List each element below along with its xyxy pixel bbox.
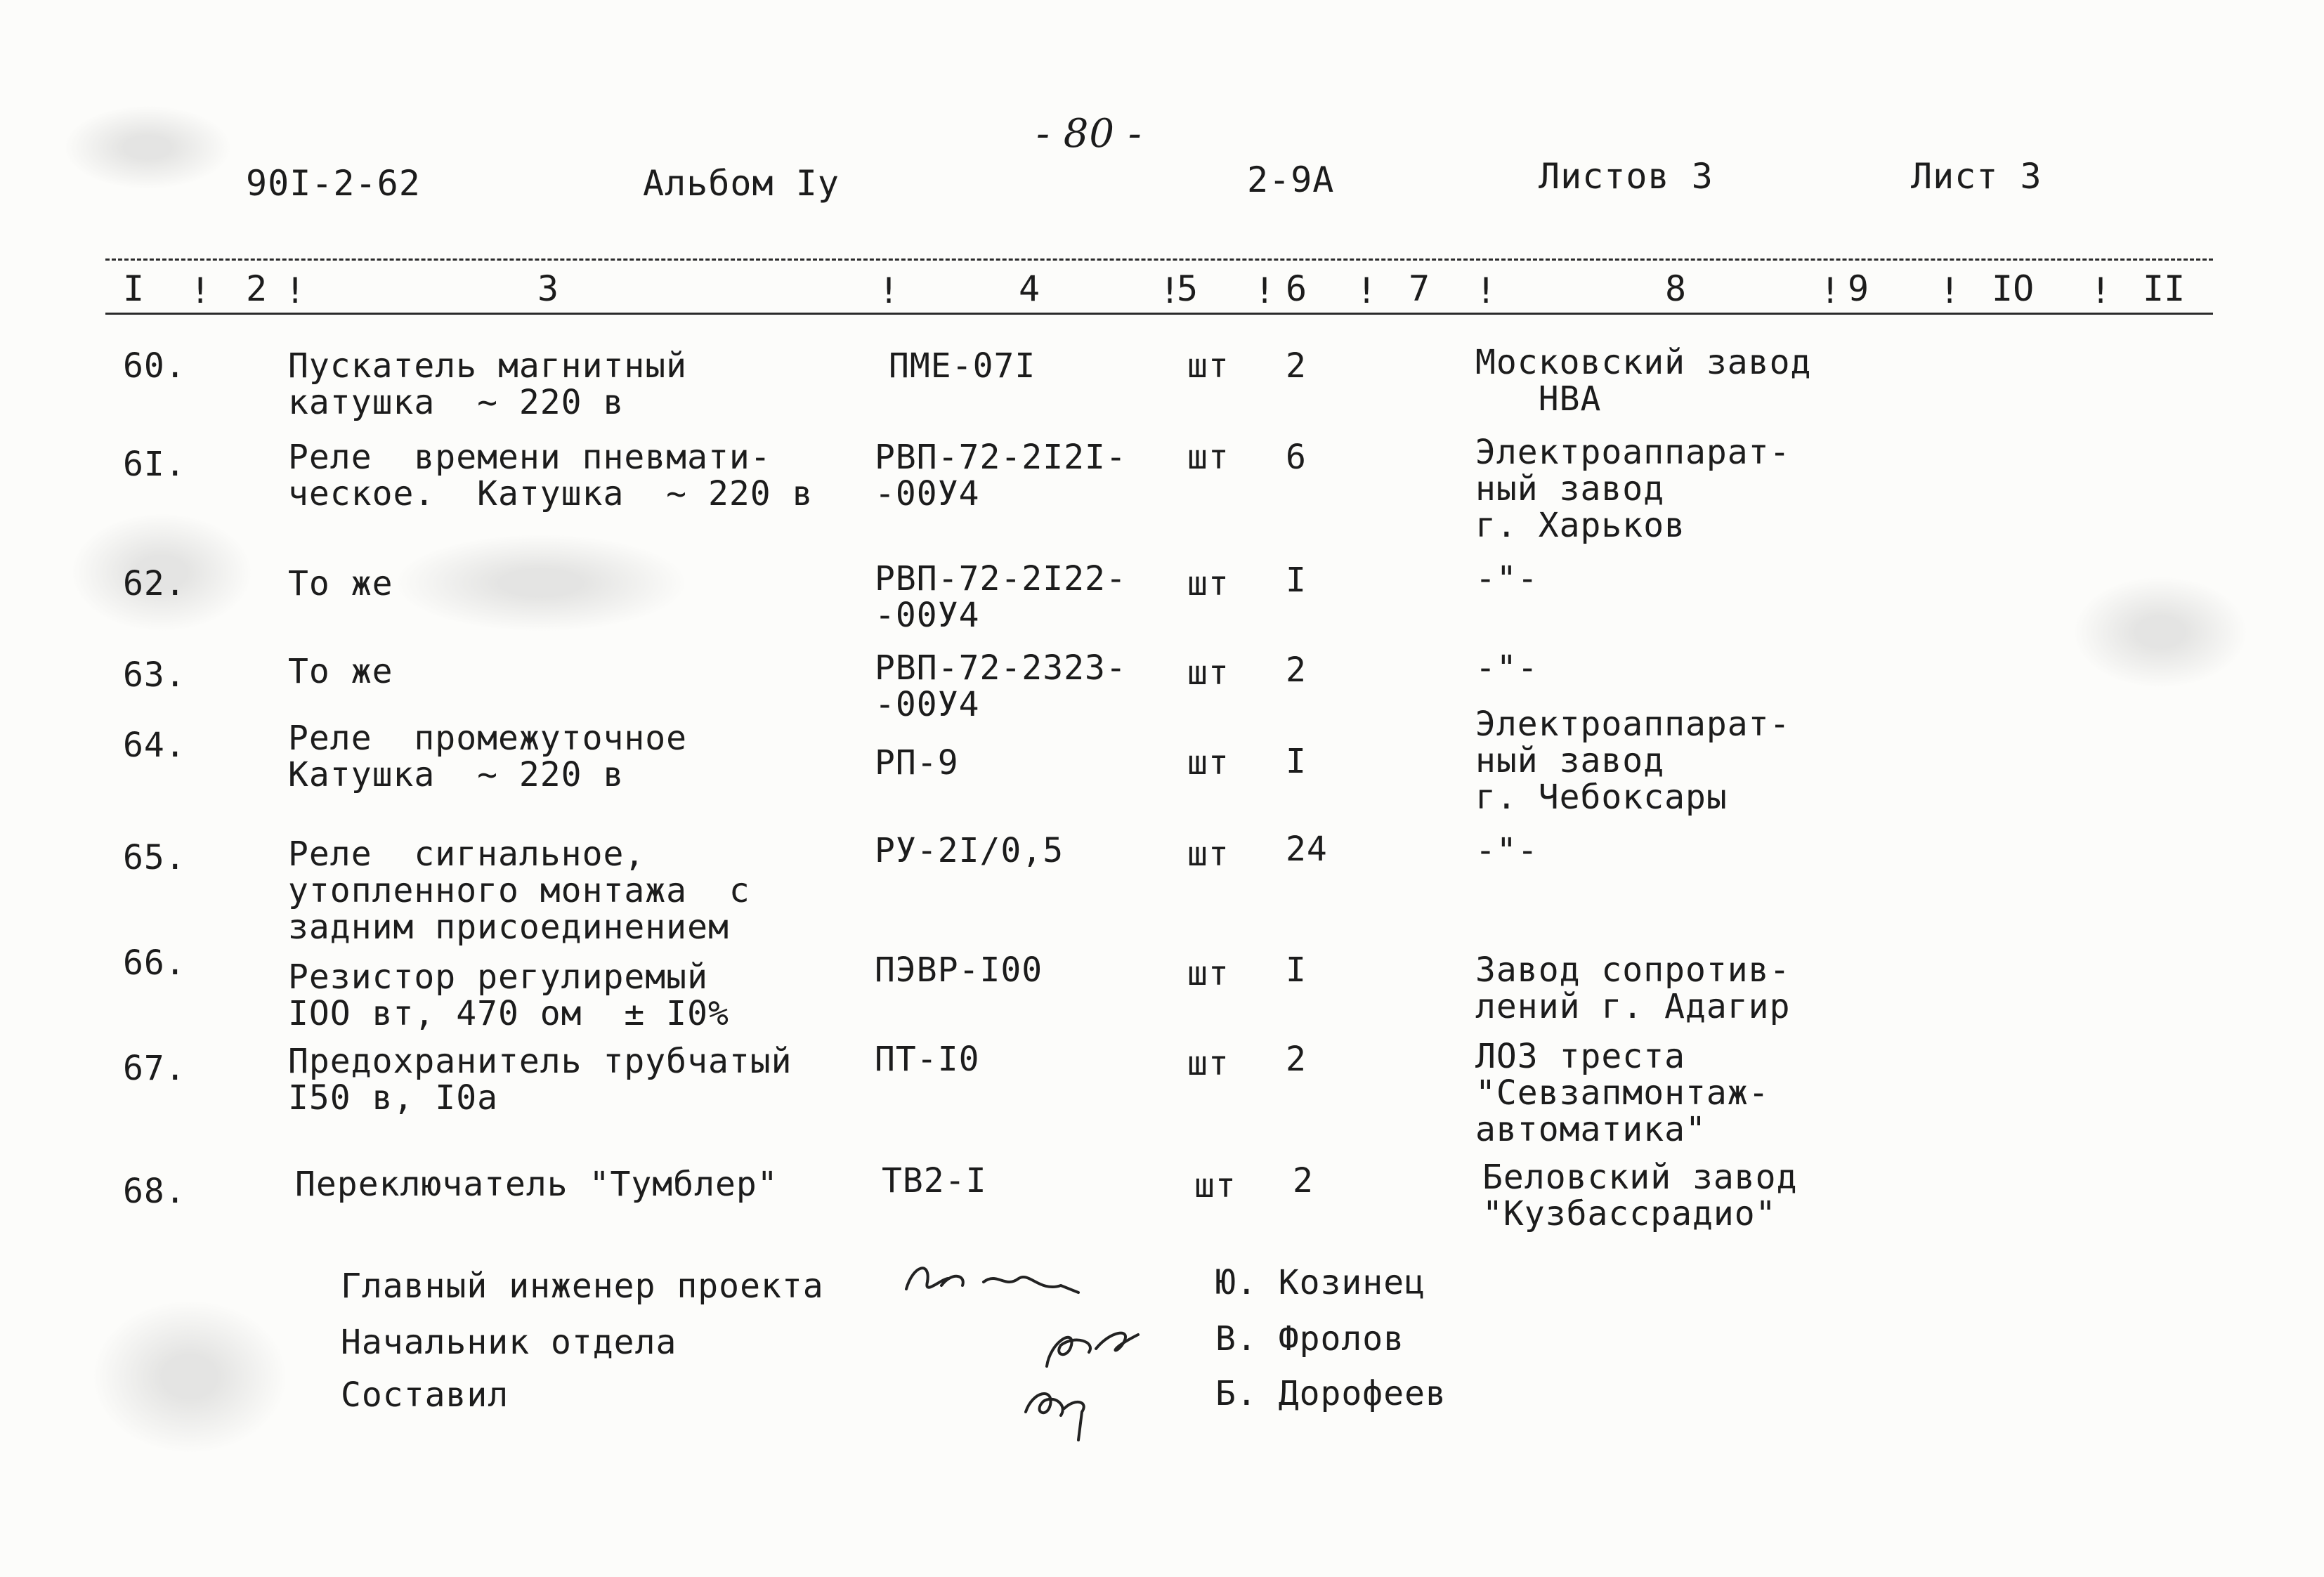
item-qty: 24 bbox=[1286, 830, 1328, 869]
item-qty: 2 bbox=[1286, 346, 1307, 386]
row-number: 64. bbox=[123, 726, 186, 765]
item-unit: шт bbox=[1187, 653, 1229, 693]
item-maker: Электроаппарат- ный завод г. Харьков bbox=[1475, 433, 1791, 545]
item-maker: Московский завод НВА bbox=[1475, 343, 1812, 419]
item-name: Реле сигнальное, утопленного монтажа с задним присоединением bbox=[288, 835, 750, 947]
col-header-10: IO bbox=[1992, 268, 2035, 309]
handwritten-signature bbox=[899, 1250, 1096, 1314]
col-header-5: 5 bbox=[1177, 268, 1199, 309]
col-header-6: 6 bbox=[1286, 268, 1307, 309]
section-code: 2-9А bbox=[1247, 159, 1335, 200]
item-type: ТВ2-I bbox=[882, 1161, 987, 1200]
col-separator: ! bbox=[2090, 270, 2112, 311]
signatory-name: Ю. Козинец bbox=[1215, 1263, 1425, 1302]
item-name: Предохранитель трубчатый I50 в, I0а bbox=[288, 1042, 792, 1118]
item-type: ПМЕ-07I bbox=[889, 346, 1036, 386]
col-separator: ! bbox=[878, 270, 900, 311]
item-unit: шт bbox=[1194, 1166, 1236, 1205]
row-number: 63. bbox=[123, 655, 186, 695]
col-header-2: 2 bbox=[246, 268, 268, 309]
item-maker: -"- bbox=[1475, 648, 1539, 688]
handwritten-signature bbox=[1012, 1370, 1117, 1447]
signatory-name: Б. Дорофеев bbox=[1215, 1374, 1447, 1413]
page-number: - 80 - bbox=[1036, 111, 1142, 157]
signatory-role: Составил bbox=[341, 1375, 509, 1415]
item-maker: Завод сопротив- лений г. Адагир bbox=[1475, 950, 1791, 1026]
item-name: Переключатель "Тумблер" bbox=[295, 1165, 778, 1204]
item-name: Пускатель магнитный катушка ~ 220 в bbox=[288, 346, 688, 422]
row-number: 66. bbox=[123, 943, 186, 983]
item-maker: Беловский завод "Кузбассрадио" bbox=[1482, 1158, 1798, 1234]
item-name: Резистор регулиремый IOO вт, 470 ом ± I0% bbox=[288, 957, 729, 1033]
signatory-role: Главный инженер проекта bbox=[341, 1267, 824, 1306]
item-qty: 6 bbox=[1286, 438, 1307, 477]
sheet-number: Лист 3 bbox=[1911, 156, 2042, 197]
item-maker: Электроаппарат- ный завод г. Чебоксары bbox=[1475, 705, 1791, 817]
scan-noise bbox=[393, 534, 688, 632]
sheets-total: Листов 3 bbox=[1539, 156, 1713, 197]
row-number: 62. bbox=[123, 564, 186, 603]
col-separator: ! bbox=[1475, 270, 1497, 311]
item-type: РУ-2I/0,5 bbox=[875, 831, 1064, 870]
item-type: РВП-72-2I22- -00У4 bbox=[875, 559, 1127, 635]
col-separator: ! bbox=[190, 270, 211, 311]
scan-noise bbox=[63, 105, 232, 190]
item-name: То же bbox=[288, 652, 393, 691]
item-qty: 2 bbox=[1286, 650, 1307, 690]
item-type: РП-9 bbox=[875, 743, 959, 783]
col-header-7: 7 bbox=[1409, 268, 1430, 309]
col-header-3: 3 bbox=[537, 268, 559, 309]
col-separator: ! bbox=[1356, 270, 1378, 311]
col-header-11: II bbox=[2143, 268, 2186, 309]
item-maker: -"- bbox=[1475, 559, 1539, 598]
signatory-name: В. Фролов bbox=[1215, 1319, 1405, 1359]
item-maker: -"- bbox=[1475, 831, 1539, 870]
album-label: Альбом Iу bbox=[643, 163, 840, 204]
col-separator: ! bbox=[1939, 270, 1961, 311]
item-maker: ЛОЗ треста "Севзапмонтаж- автоматика" bbox=[1475, 1037, 1770, 1149]
item-qty: I bbox=[1286, 561, 1307, 600]
row-number: 65. bbox=[123, 838, 186, 877]
item-type: РВП-72-2I2I- -00У4 bbox=[875, 438, 1127, 513]
doc-code: 90I-2-62 bbox=[246, 163, 421, 204]
col-header-4: 4 bbox=[1019, 268, 1040, 309]
col-separator: ! bbox=[1254, 270, 1276, 311]
item-qty: I bbox=[1286, 950, 1307, 990]
scan-noise bbox=[2072, 576, 2248, 688]
scan-noise bbox=[91, 1300, 288, 1454]
col-header-9: 9 bbox=[1848, 268, 1869, 309]
row-number: 60. bbox=[123, 346, 186, 386]
header-top-rule bbox=[105, 259, 2213, 261]
col-separator: ! bbox=[285, 270, 306, 311]
col-separator: ! bbox=[1159, 270, 1181, 311]
col-separator: ! bbox=[1820, 270, 1841, 311]
item-name: Реле времени пневмати- ческое. Катушка ~ 220 в bbox=[288, 438, 814, 513]
row-number: 6I. bbox=[123, 445, 186, 484]
item-name: То же bbox=[288, 564, 393, 603]
item-type: ПЭВР-I00 bbox=[875, 950, 1043, 990]
signatory-role: Начальник отдела bbox=[341, 1323, 677, 1362]
row-number: 67. bbox=[123, 1049, 186, 1088]
item-unit: шт bbox=[1187, 346, 1229, 386]
col-header-8: 8 bbox=[1665, 268, 1687, 309]
item-qty: I bbox=[1286, 742, 1307, 781]
item-unit: шт bbox=[1187, 438, 1229, 477]
item-unit: шт bbox=[1187, 743, 1229, 783]
item-unit: шт bbox=[1187, 1044, 1229, 1083]
handwritten-signature bbox=[1033, 1314, 1152, 1377]
item-unit: шт bbox=[1187, 954, 1229, 993]
item-type: ПТ-I0 bbox=[875, 1040, 980, 1079]
header-bottom-rule bbox=[105, 313, 2213, 315]
item-type: РВП-72-2323- -00У4 bbox=[875, 648, 1127, 724]
item-unit: шт bbox=[1187, 564, 1229, 603]
item-unit: шт bbox=[1187, 835, 1229, 874]
item-qty: 2 bbox=[1286, 1040, 1307, 1079]
row-number: 68. bbox=[123, 1172, 186, 1211]
item-name: Реле промежуточное Катушка ~ 220 в bbox=[288, 719, 688, 794]
item-qty: 2 bbox=[1293, 1161, 1314, 1200]
col-header-1: I bbox=[123, 268, 145, 309]
